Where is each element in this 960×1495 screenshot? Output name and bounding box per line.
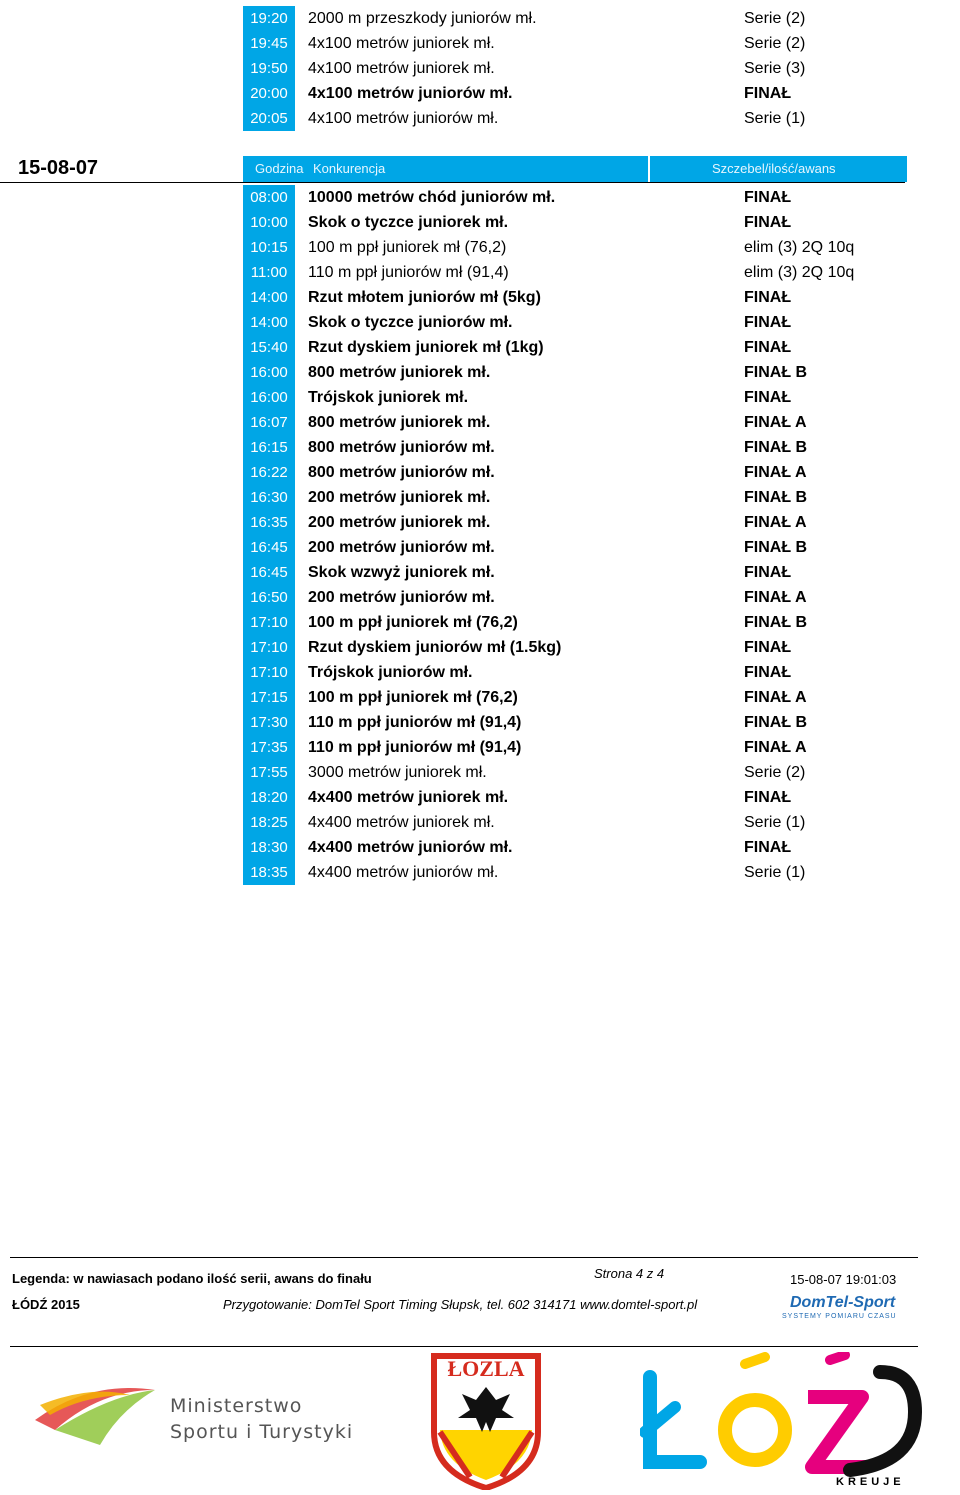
event-cell: 10000 metrów chód juniorów mł. xyxy=(308,189,556,206)
table-row xyxy=(243,810,908,835)
table-row xyxy=(243,235,908,260)
event-cell: 4x400 metrów juniorów mł. xyxy=(308,864,499,881)
status-cell: Serie (1) xyxy=(744,864,806,881)
event-cell: 3000 metrów juniorek mł. xyxy=(308,764,487,781)
status-cell: elim (3) 2Q 10q xyxy=(744,264,855,281)
footer-rule-bottom xyxy=(10,1346,918,1347)
event-cell: Skok o tyczce juniorów mł. xyxy=(308,314,513,331)
table-row xyxy=(243,106,908,131)
table-row xyxy=(243,285,908,310)
header-time: Godzina xyxy=(255,161,304,176)
status-cell: FINAŁ xyxy=(744,789,792,806)
table-row xyxy=(243,410,908,435)
time-cell: 10:00 xyxy=(243,210,295,235)
status-cell: FINAŁ xyxy=(744,339,792,356)
time-cell: 16:00 xyxy=(243,385,295,410)
status-cell: FINAŁ A xyxy=(744,689,807,706)
event-cell: Rzut dyskiem juniorów mł (1.5kg) xyxy=(308,639,562,656)
header-event: Konkurencja xyxy=(313,161,386,176)
status-cell: FINAŁ B xyxy=(744,539,808,556)
time-cell: 16:45 xyxy=(243,535,295,560)
status-cell: Serie (1) xyxy=(744,110,806,127)
status-cell: FINAŁ B xyxy=(744,489,808,506)
table-row xyxy=(243,710,908,735)
table-row xyxy=(243,635,908,660)
status-cell: Serie (2) xyxy=(744,35,806,52)
time-cell: 17:10 xyxy=(243,660,295,685)
ministry-line1: Ministerstwo xyxy=(170,1395,303,1417)
table-header xyxy=(243,156,907,182)
time-cell: 18:35 xyxy=(243,860,295,885)
time-cell: 18:25 xyxy=(243,810,295,835)
time-cell: 17:10 xyxy=(243,610,295,635)
event-cell: Trójskok juniorów mł. xyxy=(308,664,473,681)
ministry-logo xyxy=(30,1375,360,1465)
footer-rule-top xyxy=(10,1257,918,1258)
table-row xyxy=(243,760,908,785)
status-cell: Serie (1) xyxy=(744,814,806,831)
table-row xyxy=(243,610,908,635)
status-cell: FINAŁ xyxy=(744,314,792,331)
table-row xyxy=(243,260,908,285)
status-cell: FINAŁ xyxy=(744,389,792,406)
status-cell: FINAŁ xyxy=(744,839,792,856)
time-cell: 16:07 xyxy=(243,410,295,435)
status-cell: FINAŁ xyxy=(744,214,792,231)
event-cell: 4x400 metrów juniorów mł. xyxy=(308,839,513,856)
legend-text: Legenda: w nawiasach podano ilość serii, awans do finału xyxy=(12,1271,372,1286)
table-row xyxy=(243,310,908,335)
header-status: Szczebel/ilość/awans xyxy=(712,161,836,176)
prepared-by: Przygotowanie: DomTel Sport Timing Słupsk, tel. 602 314171 www.domtel-sport.pl xyxy=(223,1297,698,1312)
page-number: Strona 4 z 4 xyxy=(594,1266,665,1281)
lodz-kreuje-logo xyxy=(640,1352,940,1490)
table-row xyxy=(243,685,908,710)
table-row xyxy=(243,835,908,860)
event-cell: 100 m ppł juniorek mł (76,2) xyxy=(308,239,507,256)
table-row xyxy=(243,785,908,810)
lodz-letters-icon xyxy=(640,1352,940,1480)
event-cell: 4x100 metrów juniorek mł. xyxy=(308,60,495,77)
event-cell: 200 metrów juniorów mł. xyxy=(308,589,495,606)
time-cell: 11:00 xyxy=(243,260,295,285)
time-cell: 16:00 xyxy=(243,360,295,385)
table-row xyxy=(243,560,908,585)
time-cell: 20:00 xyxy=(243,81,295,106)
status-cell: Serie (3) xyxy=(744,60,806,77)
event-cell: 2000 m przeszkody juniorów mł. xyxy=(308,10,537,27)
status-cell: Serie (2) xyxy=(744,10,806,27)
event-cell: 110 m ppł juniorów mł (91,4) xyxy=(308,714,522,731)
event-cell: 4x400 metrów juniorek mł. xyxy=(308,789,509,806)
table-row xyxy=(243,860,908,885)
status-cell: Serie (2) xyxy=(744,764,806,781)
time-cell: 17:55 xyxy=(243,760,295,785)
table-row xyxy=(243,31,908,56)
status-cell: FINAŁ A xyxy=(744,589,807,606)
event-cell: 4x400 metrów juniorek mł. xyxy=(308,814,495,831)
event-cell: 800 metrów juniorów mł. xyxy=(308,439,495,456)
city-year: ŁÓDŹ 2015 xyxy=(12,1297,80,1312)
lozla-label: ŁOZLA xyxy=(447,1356,525,1381)
table-row xyxy=(243,385,908,410)
status-cell: FINAŁ xyxy=(744,85,792,102)
event-cell: 100 m ppł juniorek mł (76,2) xyxy=(308,689,518,706)
event-cell: Trójskok juniorek mł. xyxy=(308,389,469,406)
event-cell: 110 m ppł juniorów mł (91,4) xyxy=(308,264,509,281)
table-row xyxy=(243,485,908,510)
domtel-logo: DomTel-Sport xyxy=(790,1294,896,1311)
status-cell: FINAŁ xyxy=(744,639,792,656)
time-cell: 10:15 xyxy=(243,235,295,260)
table-row xyxy=(243,435,908,460)
event-cell: 200 metrów juniorek mł. xyxy=(308,514,491,531)
time-cell: 15:40 xyxy=(243,335,295,360)
status-cell: FINAŁ B xyxy=(744,714,808,731)
time-cell: 18:30 xyxy=(243,835,295,860)
date-underline xyxy=(0,182,905,183)
time-cell: 14:00 xyxy=(243,285,295,310)
header-divider xyxy=(648,156,650,182)
time-cell: 19:20 xyxy=(243,6,295,31)
status-cell: FINAŁ xyxy=(744,189,792,206)
time-cell: 16:45 xyxy=(243,560,295,585)
table-row xyxy=(243,185,908,210)
status-cell: FINAŁ A xyxy=(744,464,807,481)
time-cell: 16:22 xyxy=(243,460,295,485)
lozla-crest xyxy=(430,1352,542,1490)
time-cell: 16:35 xyxy=(243,510,295,535)
time-cell: 20:05 xyxy=(243,106,295,131)
time-cell: 16:50 xyxy=(243,585,295,610)
table-row xyxy=(243,735,908,760)
table-row xyxy=(243,360,908,385)
status-cell: FINAŁ B xyxy=(744,439,808,456)
time-cell: 08:00 xyxy=(243,185,295,210)
table-row xyxy=(243,335,908,360)
time-cell: 17:10 xyxy=(243,635,295,660)
event-cell: Rzut dyskiem juniorek mł (1kg) xyxy=(308,339,544,356)
event-cell: 800 metrów juniorek mł. xyxy=(308,364,491,381)
table-row xyxy=(243,81,908,106)
event-cell: 4x100 metrów juniorów mł. xyxy=(308,85,513,102)
time-cell: 17:15 xyxy=(243,685,295,710)
status-cell: elim (3) 2Q 10q xyxy=(744,239,855,256)
status-cell: FINAŁ xyxy=(744,289,792,306)
domtel-logo-sub: SYSTEMY POMIARU CZASU xyxy=(782,1313,897,1320)
event-cell: 110 m ppł juniorów mł (91,4) xyxy=(308,739,522,756)
status-cell: FINAŁ A xyxy=(744,414,807,431)
event-cell: 100 m ppł juniorek mł (76,2) xyxy=(308,614,518,631)
status-cell: FINAŁ xyxy=(744,664,792,681)
status-cell: FINAŁ A xyxy=(744,739,807,756)
time-cell: 16:15 xyxy=(243,435,295,460)
event-cell: Skok o tyczce juniorek mł. xyxy=(308,214,509,231)
event-cell: 4x100 metrów juniorek mł. xyxy=(308,35,495,52)
time-cell: 18:20 xyxy=(243,785,295,810)
table-row xyxy=(243,585,908,610)
event-cell: 800 metrów juniorek mł. xyxy=(308,414,491,431)
event-cell: 800 metrów juniorów mł. xyxy=(308,464,495,481)
table-row xyxy=(243,535,908,560)
time-cell: 16:30 xyxy=(243,485,295,510)
ministry-line2: Sportu i Turystyki xyxy=(170,1421,354,1443)
event-cell: 200 metrów juniorów mł. xyxy=(308,539,495,556)
status-cell: FINAŁ xyxy=(744,564,792,581)
status-cell: FINAŁ B xyxy=(744,364,808,381)
table-row xyxy=(243,660,908,685)
time-cell: 17:30 xyxy=(243,710,295,735)
date-label: 15-08-07 xyxy=(18,157,99,179)
event-cell: 4x100 metrów juniorów mł. xyxy=(308,110,499,127)
ministry-swoosh-icon xyxy=(30,1375,190,1455)
event-cell: Rzut młotem juniorów mł (5kg) xyxy=(308,289,541,306)
time-cell: 17:35 xyxy=(243,735,295,760)
status-cell: FINAŁ A xyxy=(744,514,807,531)
table-row xyxy=(243,210,908,235)
time-cell: 19:50 xyxy=(243,56,295,81)
table-row xyxy=(243,56,908,81)
table-row xyxy=(243,6,908,31)
status-cell: FINAŁ B xyxy=(744,614,808,631)
event-cell: 200 metrów juniorek mł. xyxy=(308,489,491,506)
table-row xyxy=(243,510,908,535)
time-cell: 14:00 xyxy=(243,310,295,335)
event-cell: Skok wzwyż juniorek mł. xyxy=(308,564,495,581)
table-row xyxy=(243,460,908,485)
kreuje-label: KREUJE xyxy=(836,1476,905,1488)
time-cell: 19:45 xyxy=(243,31,295,56)
printed-timestamp: 15-08-07 19:01:03 xyxy=(790,1272,897,1287)
